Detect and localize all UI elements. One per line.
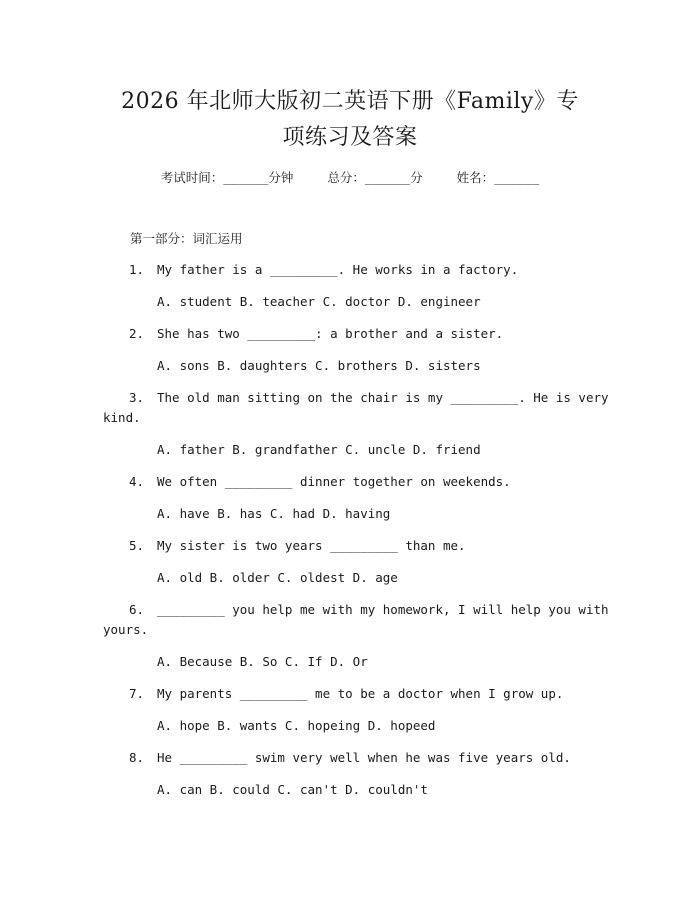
question-options: A. father B. grandfather C. uncle D. friend xyxy=(157,442,481,457)
question-number: 4. xyxy=(128,474,144,489)
document-title-line-1: 2026 年北师大版初二英语下册《Family》专 xyxy=(121,89,579,114)
question-text-continuation: kind. xyxy=(103,410,141,425)
question-text: My parents _________ me to be a doctor when I grow up. xyxy=(157,686,564,701)
question-text: The old man sitting on the chair is my _________. He is very xyxy=(157,390,609,405)
exam-info-line xyxy=(0,170,700,186)
question-number: 8. xyxy=(128,750,144,765)
question-text: _________ you help me with my homework, I will help you with xyxy=(157,602,609,617)
question-number: 5. xyxy=(128,538,144,553)
question-text-continuation: yours. xyxy=(103,622,149,637)
question-text: He _________ swim very well when he was five years old. xyxy=(157,750,571,765)
question-text: My sister is two years _________ than me. xyxy=(157,538,466,553)
question-options: A. student B. teacher C. doctor D. engineer xyxy=(157,294,481,309)
question-options: A. sons B. daughters C. brothers D. sisters xyxy=(157,358,481,373)
question-options: A. hope B. wants C. hopeing D. hopeed xyxy=(157,718,436,733)
question-number: 1. xyxy=(128,262,144,277)
question-text: We often _________ dinner together on weekends. xyxy=(157,474,511,489)
question-number: 2. xyxy=(128,326,144,341)
question-text: She has two _________: a brother and a sister. xyxy=(157,326,504,341)
total-score-field: 总分：______分 xyxy=(327,170,423,185)
exam-time-field: 考试时间：______分钟 xyxy=(160,170,294,185)
question-options: A. old B. older C. oldest D. age xyxy=(157,570,398,585)
question-number: 7. xyxy=(128,686,144,701)
question-text: My father is a _________. He works in a factory. xyxy=(157,262,519,277)
document-title-line-2: 项练习及答案 xyxy=(282,125,418,150)
question-options: A. can B. could C. can't D. couldn't xyxy=(157,782,428,797)
student-name-field: 姓名：______ xyxy=(456,170,540,185)
question-options: A. Because B. So C. If D. Or xyxy=(157,654,368,669)
question-number: 6. xyxy=(128,602,144,617)
section-heading: 第一部分：词汇运用 xyxy=(130,231,243,246)
question-options: A. have B. has C. had D. having xyxy=(157,506,391,521)
question-number: 3. xyxy=(128,390,144,405)
